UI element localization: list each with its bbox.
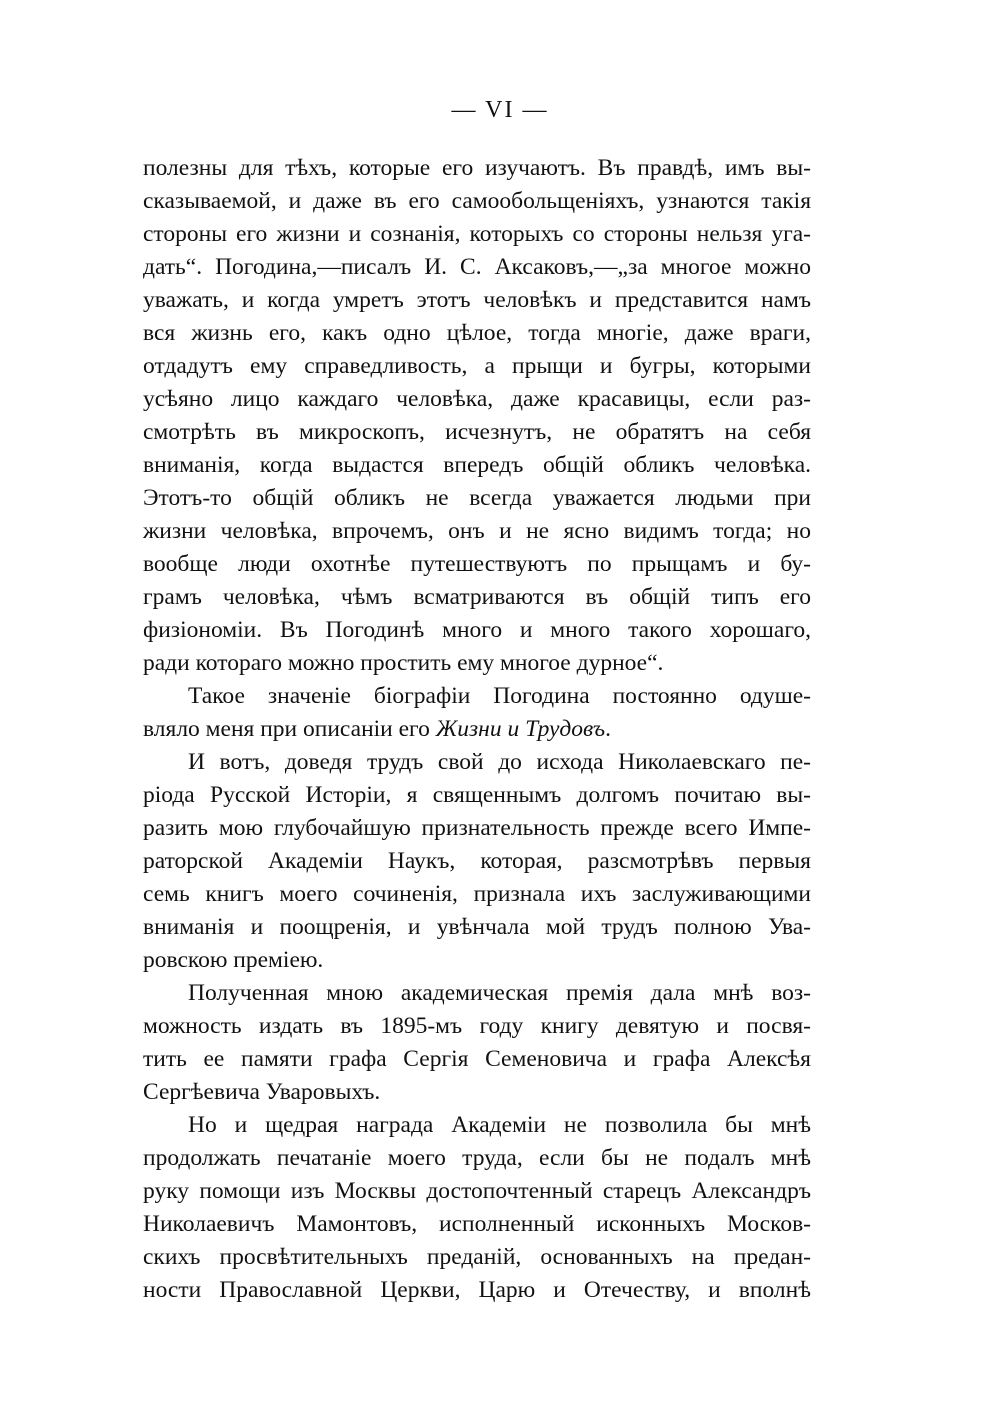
text-line: Сергѣевича Уваровыхъ.	[143, 1079, 381, 1105]
line-text: .	[605, 716, 611, 742]
text-line: отдадутъ ему справедливость, а прыщи и бугры, которыми	[143, 353, 811, 379]
text-line: полезны для тѣхъ, которые его изучаютъ. Въ правдѣ, имъ вы-	[143, 155, 811, 181]
text-line: ради котораго можно простить ему многое дурное“.	[143, 650, 664, 676]
text-line: стороны его жизни и сознанія, которыхъ со стороны нельзя уга-	[143, 221, 811, 247]
text-line: вниманія, когда выдастся впередъ общій обликъ человѣка.	[143, 452, 811, 478]
text-line: Этотъ-то общій обликъ не всегда уважается людьми при	[143, 485, 811, 511]
text-line: ріода Русской Исторіи, я священнымъ долгомъ почитаю вы-	[143, 782, 811, 808]
text-line: Такое значеніе біографіи Погодина постоянно одуше-	[188, 683, 811, 709]
text-line: разить мою глубочайшую признательность прежде всего Импе-	[143, 815, 811, 841]
text-line: грамъ человѣка, чѣмъ всматриваются въ общій типъ его	[143, 584, 811, 610]
text-line-with-title	[143, 713, 811, 746]
text-line: вся жизнь его, какъ одно цѣлое, тогда многіе, даже враги,	[143, 320, 811, 346]
text-line: можность издать въ 1895-мъ году книгу девятую и посвя-	[143, 1013, 811, 1039]
text-line: продолжать печатаніе моего труда, если бы не подалъ мнѣ	[143, 1145, 811, 1171]
text-line: жизни человѣка, впрочемъ, онъ и не ясно видимъ тогда; но	[143, 518, 811, 544]
work-title: Жизни и Трудовъ	[435, 716, 606, 742]
text-line: смотрѣть въ микроскопъ, исчезнутъ, не обратятъ на себя	[143, 419, 811, 445]
text-line: ности Православной Церкви, Царю и Отечеству, и вполнѣ	[143, 1277, 811, 1303]
text-line: тить ее памяти графа Сергія Семеновича и графа Алексѣя	[143, 1046, 811, 1072]
text-line: ровскою преміею.	[143, 947, 324, 973]
text-line: усѣяно лицо каждаго человѣка, даже красавицы, если раз-	[143, 386, 811, 412]
text-line: Но и щедрая награда Академіи не позволила бы мнѣ	[188, 1112, 811, 1138]
text-line: раторской Академіи Наукъ, которая, разсмотрѣвъ первыя	[143, 848, 811, 874]
text-line: скихъ просвѣтительныхъ преданій, основанныхъ на предан-	[143, 1244, 811, 1270]
text-line: сказываемой, и даже въ его самообольщеніяхъ, узнаются такія	[143, 188, 811, 214]
line-text: вляло меня при описаніи его	[143, 716, 436, 742]
text-line: И вотъ, доведя трудъ свой до исхода Николаевскаго пе-	[188, 749, 811, 775]
text-line: физіономіи. Въ Погодинѣ много и много такого хорошаго,	[143, 617, 811, 643]
page-number: — VI —	[451, 97, 549, 123]
text-line: семь книгъ моего сочиненія, признала ихъ заслуживающими	[143, 881, 811, 907]
text-line: вообще люди охотнѣе путешествуютъ по прыщамъ и бу-	[143, 551, 811, 577]
text-line: Полученная мною академическая премія дала мнѣ воз-	[188, 980, 811, 1006]
text-line: Николаевичъ Мамонтовъ, исполненный исконныхъ Москов-	[143, 1211, 811, 1237]
text-line: уважать, и когда умретъ этотъ человѣкъ и представится намъ	[143, 287, 811, 313]
text-line: дать“. Погодина,—писалъ И. С. Аксаковъ,—„за многое можно	[143, 254, 811, 280]
text-line: вниманія и поощренія, и увѣнчала мой трудъ полною Ува-	[143, 914, 811, 940]
text-line: руку помощи изъ Москвы достопочтенный старецъ Александръ	[143, 1178, 811, 1204]
